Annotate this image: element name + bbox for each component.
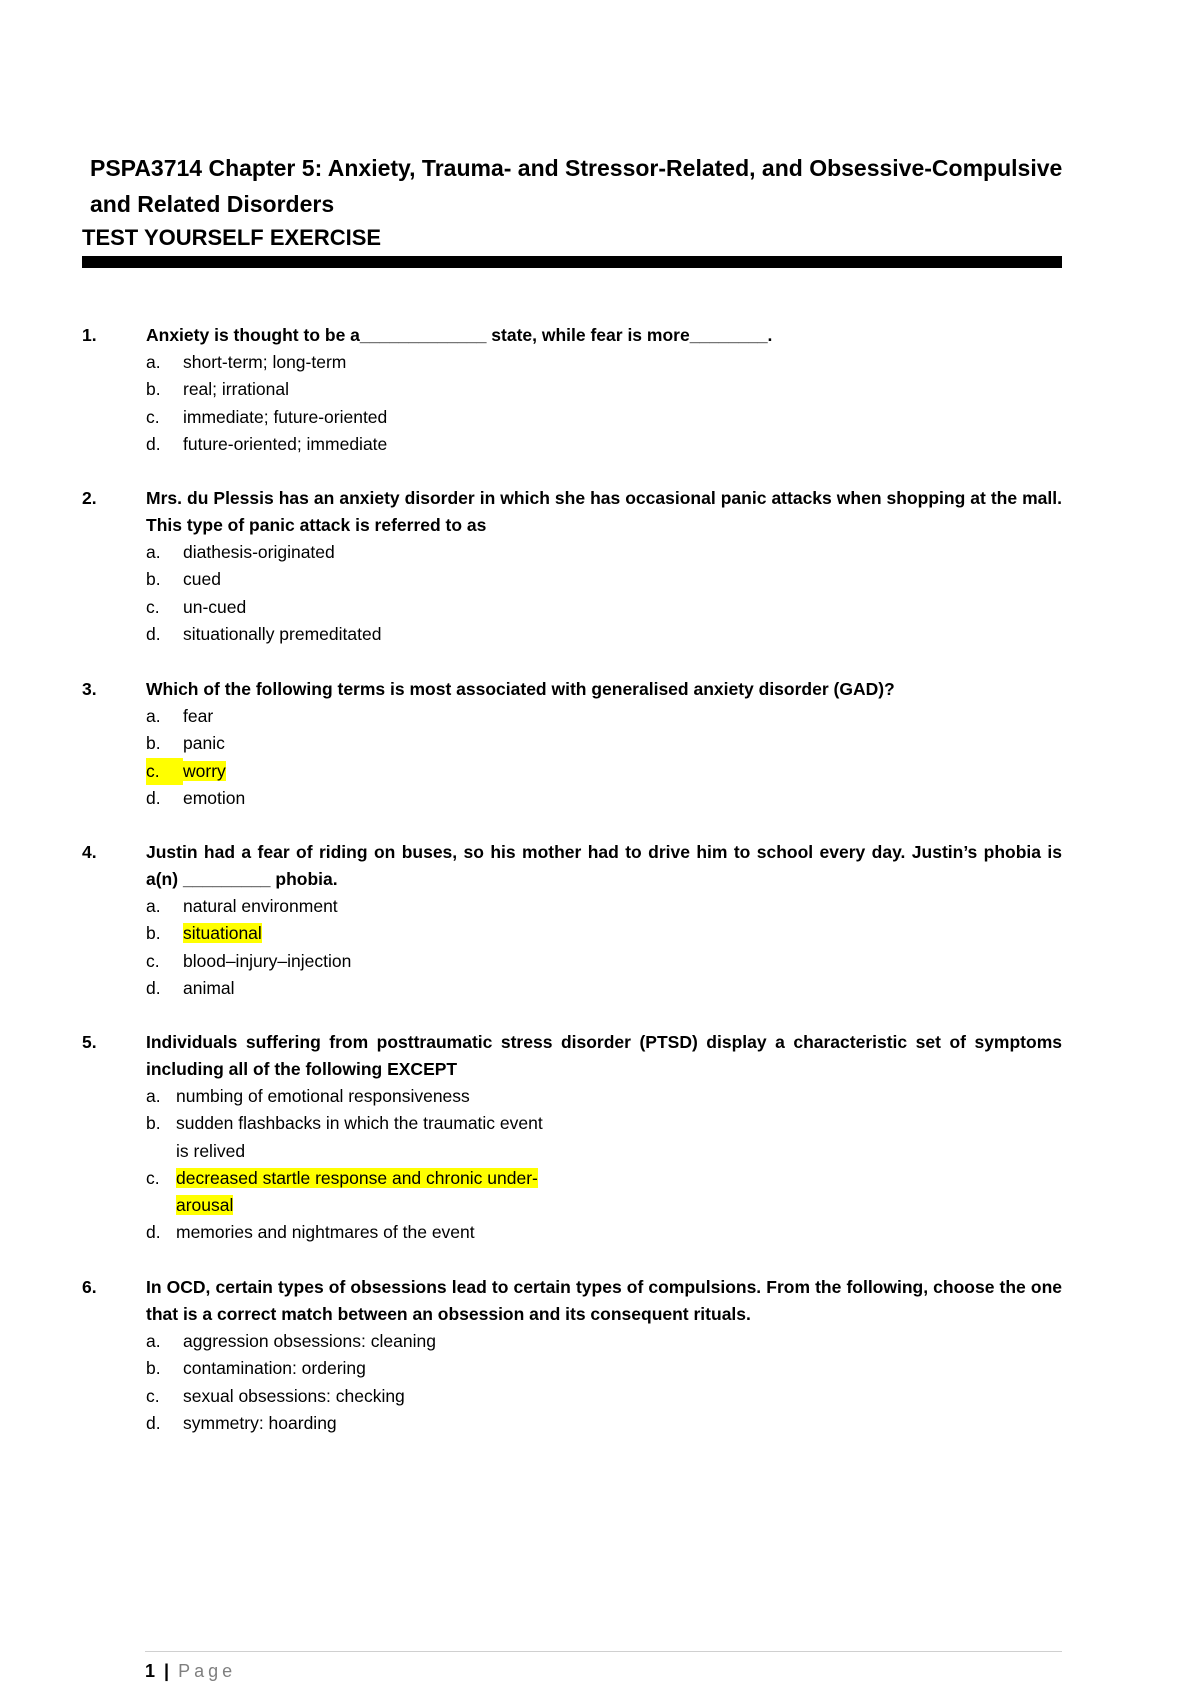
option-letter: c. <box>146 950 160 971</box>
option-d <box>146 785 1062 812</box>
question-4 <box>82 839 1062 1002</box>
option-d <box>146 431 1062 458</box>
option-text: worry <box>183 760 226 781</box>
option-letter: d. <box>146 623 161 644</box>
option-letter: d. <box>146 977 161 998</box>
option-b <box>146 730 1062 757</box>
option-letter: c. <box>146 1385 160 1406</box>
option-c <box>146 594 1062 621</box>
option-a <box>146 349 1062 376</box>
option-a <box>146 703 1062 730</box>
question-6 <box>82 1274 1062 1437</box>
question-text: Anxiety is thought to be a_____________ state, while fear is more________. <box>146 325 773 345</box>
question-text: Which of the following terms is most associated with generalised anxiety disorder (GAD)? <box>146 679 895 699</box>
document-title: PSPA3714 Chapter 5: Anxiety, Trauma- and Stressor-Related, and Obsessive-Compulsive and Related Disorders <box>90 155 1063 217</box>
question-2 <box>82 485 1062 648</box>
question-1 <box>82 322 1062 458</box>
option-list <box>82 1328 1062 1437</box>
option-d <box>146 1410 1062 1437</box>
question-number: 3. <box>82 679 97 699</box>
option-letter: a. <box>146 706 161 726</box>
option-text: short-term; long-term <box>183 352 347 372</box>
option-d <box>146 621 1062 648</box>
option-text: sudden flashbacks in which the traumatic event is relived <box>176 1113 543 1161</box>
question-text: Mrs. du Plessis has an anxiety disorder in which she has occasional panic attacks when shopping at the mall. This type of panic attack is referred to as <box>146 488 1062 535</box>
page-number: 1 <box>145 1661 156 1681</box>
option-letter: d. <box>146 1222 161 1243</box>
document-subtitle: TEST YOURSELF EXERCISE <box>82 225 382 250</box>
option-b-highlighted-answer <box>146 920 1062 947</box>
option-text: numbing of emotional responsiveness <box>176 1086 470 1106</box>
option-a <box>146 539 1062 566</box>
option-letter: a. <box>146 352 161 372</box>
option-b <box>146 376 1062 403</box>
option-list <box>82 703 1062 812</box>
option-text: blood–injury–injection <box>183 950 352 971</box>
question-number: 4. <box>82 842 97 862</box>
option-text: contamination: ordering <box>183 1358 366 1379</box>
option-text: real; irrational <box>183 379 290 400</box>
question-number: 2. <box>82 488 97 508</box>
option-list <box>82 539 1062 648</box>
option-letter: b. <box>146 923 161 944</box>
option-a <box>146 893 1062 920</box>
option-letter: c. <box>146 758 183 785</box>
page-footer <box>145 1660 236 1682</box>
option-list <box>82 1083 1062 1247</box>
option-letter: d. <box>146 1412 161 1433</box>
option-text: diathesis-originated <box>183 542 335 562</box>
option-c <box>146 1383 1062 1410</box>
question-number: 1. <box>82 325 97 345</box>
option-text: future-oriented; immediate <box>183 433 388 454</box>
option-letter: c. <box>146 406 160 427</box>
option-d <box>146 975 1062 1002</box>
option-text: situationally premeditated <box>183 623 382 644</box>
option-text: animal <box>183 977 235 998</box>
option-text: memories and nightmares of the event <box>176 1222 475 1243</box>
option-letter: c. <box>146 1167 160 1188</box>
option-letter: d. <box>146 433 161 454</box>
option-text: decreased startle response and chronic under-arousal <box>176 1167 538 1216</box>
option-d <box>146 1219 1062 1246</box>
option-a <box>146 1328 1062 1355</box>
page-label: Page <box>178 1661 237 1681</box>
question-3 <box>82 676 1062 812</box>
option-text: fear <box>183 706 214 726</box>
option-letter: b. <box>146 733 161 754</box>
option-letter: b. <box>146 1113 161 1134</box>
question-text: Justin had a fear of riding on buses, so his mother had to drive him to school every day. Justin’s phobia is a(n) _________ phobia. <box>146 842 1062 889</box>
question-5 <box>82 1029 1062 1247</box>
option-b <box>146 1110 1062 1165</box>
question-number: 6. <box>82 1277 97 1297</box>
option-list <box>82 893 1062 1002</box>
option-a <box>146 1083 1062 1110</box>
option-letter: b. <box>146 569 161 590</box>
option-letter: d. <box>146 787 161 808</box>
option-text: cued <box>183 569 221 590</box>
option-text: un-cued <box>183 596 247 617</box>
title-divider <box>82 256 1062 268</box>
option-letter: a. <box>146 896 161 916</box>
option-c-highlighted-answer <box>146 758 1062 785</box>
question-number: 5. <box>82 1032 97 1052</box>
option-letter: a. <box>146 1086 161 1106</box>
option-letter: b. <box>146 1358 161 1379</box>
option-text: symmetry: hoarding <box>183 1412 337 1433</box>
option-letter: a. <box>146 1331 161 1351</box>
option-text: emotion <box>183 787 246 808</box>
footer-divider <box>145 1651 1062 1652</box>
option-list <box>82 349 1062 458</box>
option-text: aggression obsessions: cleaning <box>183 1331 436 1351</box>
option-c <box>146 404 1062 431</box>
option-text: situational <box>183 923 262 944</box>
option-letter: c. <box>146 596 160 617</box>
option-c <box>146 948 1062 975</box>
footer-separator: | <box>164 1661 170 1681</box>
option-b <box>146 566 1062 593</box>
question-text: Individuals suffering from posttraumatic stress disorder (PTSD) display a characteristic set of symptoms including all of the following EXCEPT <box>146 1032 1062 1079</box>
option-text: immediate; future-oriented <box>183 406 388 427</box>
question-text: In OCD, certain types of obsessions lead to certain types of compulsions. From the following, choose the one that is a correct match between an obsession and its consequent rituals. <box>146 1277 1062 1324</box>
option-text: sexual obsessions: checking <box>183 1385 405 1406</box>
option-text: natural environment <box>183 896 338 916</box>
option-c-highlighted-answer <box>146 1165 1062 1220</box>
option-letter: b. <box>146 379 161 400</box>
option-b <box>146 1355 1062 1382</box>
option-text: panic <box>183 733 225 754</box>
option-letter: a. <box>146 542 161 562</box>
